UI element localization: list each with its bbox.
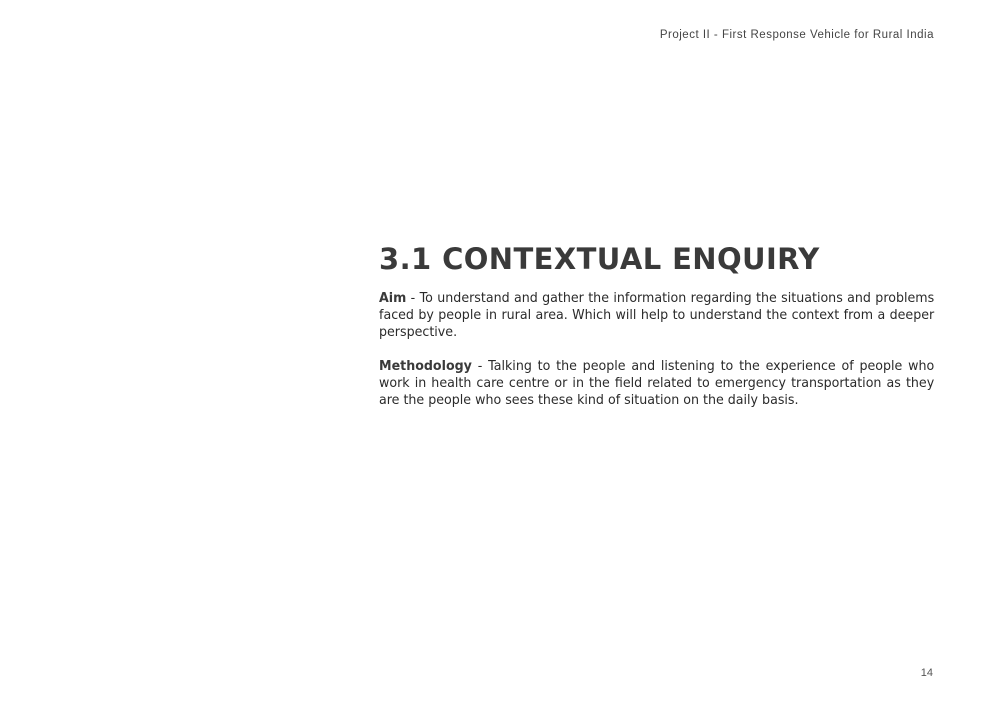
methodology-text: - Talking to the people and listening to the experience of people who work in health care centre or in the field related to emergency transportation as they are the people who sees these kind of situation on the daily basis. [379,357,935,409]
section-title: 3.1 CONTEXTUAL ENQUIRY [379,242,820,276]
section-content [379,240,934,409]
running-header: Project II - First Response Vehicle for Rural India [659,29,934,41]
aim-text: - To understand and gather the information regarding the situations and problems faced by people in rural area. Which will help to understand the context from a deeper perspective. [379,290,935,341]
methodology-label: Methodology [379,357,472,374]
aim-paragraph [379,290,934,342]
methodology-paragraph [379,358,934,410]
page-number: 14 [920,667,933,679]
aim-label: Aim [379,290,407,306]
